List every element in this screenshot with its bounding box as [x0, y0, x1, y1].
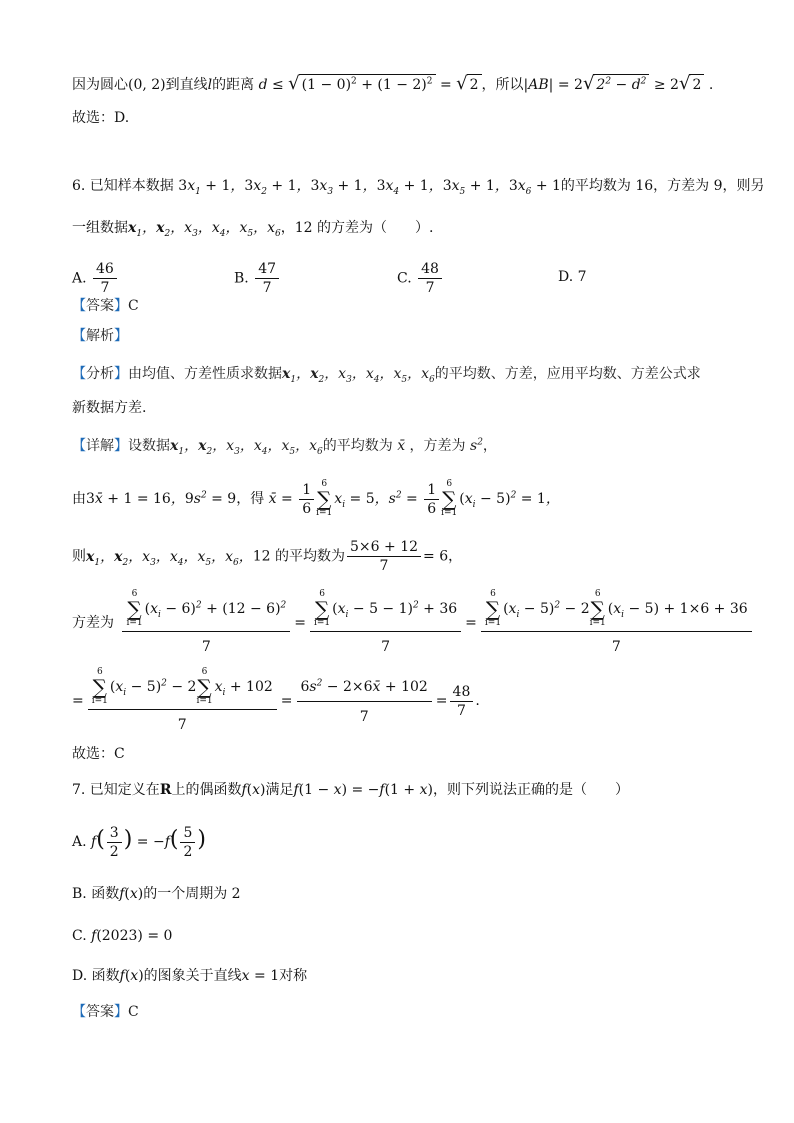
- text: 由: [72, 491, 86, 507]
- text: 的一个周期为 2: [143, 886, 241, 902]
- math-x-eq-1: x = 1: [241, 968, 280, 984]
- choice-line-d: [72, 108, 129, 128]
- math-variance-step4: 6 ∑ i=1 $(x_i - 5)^2 - 2$ 6 ∑ i=1 $x_i + 102$ 7: [88, 668, 277, 734]
- answer-value: C: [128, 1004, 139, 1020]
- math-xbar: x̄: [392, 438, 410, 454]
- text: 上的偶函数: [171, 782, 242, 798]
- q7-option-d[interactable]: [72, 966, 307, 986]
- text: 方差为: [72, 615, 114, 631]
- text: 满足: [265, 782, 294, 798]
- fraction: [255, 260, 279, 297]
- text: 的图象关于直线: [143, 968, 242, 984]
- text: ，方差为: [409, 438, 466, 454]
- q6-options: [72, 250, 722, 294]
- q6-choice: [72, 744, 125, 764]
- tag-label: 分析: [86, 366, 114, 382]
- q7-option-c[interactable]: [72, 926, 172, 946]
- q6-option-d[interactable]: D. 7: [558, 269, 587, 285]
- text: ，所以: [481, 77, 524, 93]
- q6-stem: [72, 176, 765, 196]
- math-option-a: f( $\frac{3}{2}$ ) = −f( $\frac{5}{2}$ ): [91, 824, 206, 860]
- text: D. 函数: [72, 968, 120, 984]
- math-variance-step1: 6 ∑ i=1 $(x_i - 6)^2 + (12 - 6)^2$ 7: [122, 590, 290, 656]
- text: 设数据: [128, 438, 170, 454]
- numerator: 48: [418, 260, 442, 279]
- tag-label: 详解: [86, 438, 114, 454]
- denominator: 7: [262, 280, 272, 296]
- q6-option-b[interactable]: [234, 260, 281, 297]
- text: 由均值、方差性质求数据: [128, 366, 282, 382]
- text: 的平均数为 16，方差为 9，则另: [560, 178, 765, 194]
- math-R: R: [159, 782, 172, 798]
- fraction: [418, 260, 442, 297]
- math-variance-result: $\frac{48}{7}$: [450, 683, 474, 720]
- q6-detail-line3: 则$x_1$，$x_2$，$x_3$，$x_4$，$x_5$，$x_6$，12 的平均数为 $\frac{5\times 6 + 12}{7}$ = 6，: [72, 539, 463, 574]
- text: 故选：C: [72, 746, 125, 762]
- q6-stem-line2: [72, 218, 433, 238]
- text: ，12 的方差为（ ）.: [280, 220, 434, 236]
- solution-line-distance: [72, 74, 713, 95]
- option-label: C.: [397, 270, 412, 287]
- option-label: C.: [72, 928, 87, 944]
- math-data-list: $x_1$，$x_2$，$x_3$，$x_4$，$x_5$，$x_6$: [170, 438, 323, 457]
- math-fx: f(x): [119, 886, 144, 902]
- denominator: 7: [100, 280, 110, 296]
- text: 则: [72, 548, 86, 565]
- q6-option-a[interactable]: [72, 260, 119, 297]
- q7-option-a[interactable]: [72, 820, 206, 862]
- q6-jiexi: 【解析】: [72, 328, 128, 344]
- q6-answer: 【答案】C: [72, 298, 139, 314]
- q6-variance-line2: = 6 ∑ i=1 $(x_i - 5)^2 - 2$ 6 ∑ i=1 $x_i + 102$ 7 = $\frac{6s^2 - 2\times 6x̄ + 102}{7}$ = $\frac{48}{7}$ .: [72, 667, 480, 733]
- text: 一组数据: [72, 220, 128, 236]
- fraction: [93, 260, 117, 297]
- q7-stem: [72, 780, 629, 800]
- math-condition: f(1 − x) = −f(1 + x): [293, 782, 433, 798]
- q6-analysis: 【分析】由均值、方差性质求数据$x_1$，$x_2$，$x_3$，$x_4$，$x_5$，$x_6$的平均数、方差，应用平均数、方差公式求: [72, 366, 701, 385]
- q7-option-b[interactable]: [72, 884, 241, 904]
- option-label: B.: [234, 270, 249, 287]
- numerator: 46: [93, 260, 117, 279]
- text: ，得: [236, 491, 265, 507]
- text: .: [708, 77, 714, 93]
- math-data-list: $x_1$，$x_2$，$x_3$，$x_4$，$x_5$，$x_6$: [128, 220, 281, 239]
- math-s2: $s^2$: [465, 437, 483, 454]
- numerator: 47: [255, 260, 279, 279]
- q6-detail: 【详解】设数据$x_1$，$x_2$，$x_3$，$x_4$，$x_5$，$x_6$的平均数为 x̄ ，方差为 $s^2$，: [72, 437, 497, 457]
- math-variance-step2: 6 ∑ i=1 $(x_i - 5 - 1)^2 + 36$ 7: [310, 590, 461, 656]
- math-new-mean: $\frac{5\times 6 + 12}{7}$: [347, 538, 421, 575]
- text: 新数据方差.: [72, 400, 147, 416]
- math-eq1: 3x̄ + 1 = 16，$9s^2 = 9$: [86, 490, 237, 507]
- q6-analysis-line2: [72, 398, 146, 418]
- math-mean-def: x̄ = $\frac{1}{6}$ 6 ∑ i=1 $x_i = 5$，$s^2$ = $\frac{1}{6}$ 6 ∑ i=1 $(x_i - 5)^2 = 1$，: [268, 479, 560, 518]
- math-variance-step3: 6 ∑ i=1 $(x_i - 5)^2 - 2$ 6 ∑ i=1 $(x_i - 5) + 1\times 6 + 36$ 7: [481, 590, 752, 656]
- text: 到直线: [165, 77, 208, 93]
- math-distance-formula: d ≤ √ $(1 - 0)^2 + (1 - 2)^2$ = √ 2: [259, 77, 482, 93]
- q6-variance-line1: 方差为 6 ∑ i=1 $(x_i - 6)^2 + (12 - 6)^2$ 7 = 6 ∑ i=1 $(x_i - 5 - 1)^2 + 36$ 7 = 6 ∑ i=1 $(x_i - 5)^2 - 2$ 6 ∑ i=1 $(x_i - 5) + 1\times 6 + 36$ 7: [72, 590, 756, 656]
- math-fx: f(x): [241, 782, 266, 798]
- text: 因为圆心: [72, 77, 128, 93]
- answer-value: C: [128, 298, 139, 314]
- math-variance-step5: $\frac{6s^2 - 2\times 6x̄ + 102}{7}$: [297, 676, 432, 726]
- tag-label: 答案: [86, 298, 114, 314]
- option-label: A.: [72, 834, 87, 850]
- text: 故选：D.: [72, 110, 130, 126]
- math-option-c: f(2023) = 0: [91, 928, 173, 944]
- option-label: A.: [72, 270, 87, 287]
- tag-label: 解析: [86, 328, 114, 344]
- text: 的平均数、方差，应用平均数、方差公式求: [434, 366, 701, 382]
- math-l: l: [207, 77, 213, 93]
- text: 12 的平均数为: [252, 548, 346, 565]
- text: 6. 已知样本数据: [72, 178, 174, 194]
- math-center: (0, 2): [128, 77, 166, 93]
- q6-option-c[interactable]: [397, 260, 444, 297]
- math-data-list: $x_1$，$x_2$，$x_3$，$x_4$，$x_5$，$x_6$: [282, 366, 435, 385]
- text: 的平均数为: [322, 438, 393, 454]
- math-fx: f(x): [119, 968, 144, 984]
- text: 对称: [279, 968, 308, 984]
- math-sample-data: $3x_1 + 1$，$3x_2 + 1$，$3x_3 + 1$，$3x_4 + 1$，$3x_5 + 1$，$3x_6 + 1$: [178, 178, 561, 197]
- denominator: 7: [425, 280, 435, 296]
- math-data-list: $x_1$，$x_2$，$x_3$，$x_4$，$x_5$，$x_6$，: [86, 548, 253, 568]
- text: 7. 已知定义在: [72, 782, 160, 798]
- text: 的距离: [212, 77, 255, 93]
- text: ，则下列说法正确的是（ ）: [432, 782, 629, 798]
- q7-answer: 【答案】C: [72, 1004, 139, 1020]
- tag-label: 答案: [86, 1004, 114, 1020]
- math-ab: |AB| = 2√ $2^2 - d^2 \ge 2√$ 2: [524, 77, 705, 93]
- text: B. 函数: [72, 886, 120, 902]
- q6-detail-line2: [72, 480, 560, 518]
